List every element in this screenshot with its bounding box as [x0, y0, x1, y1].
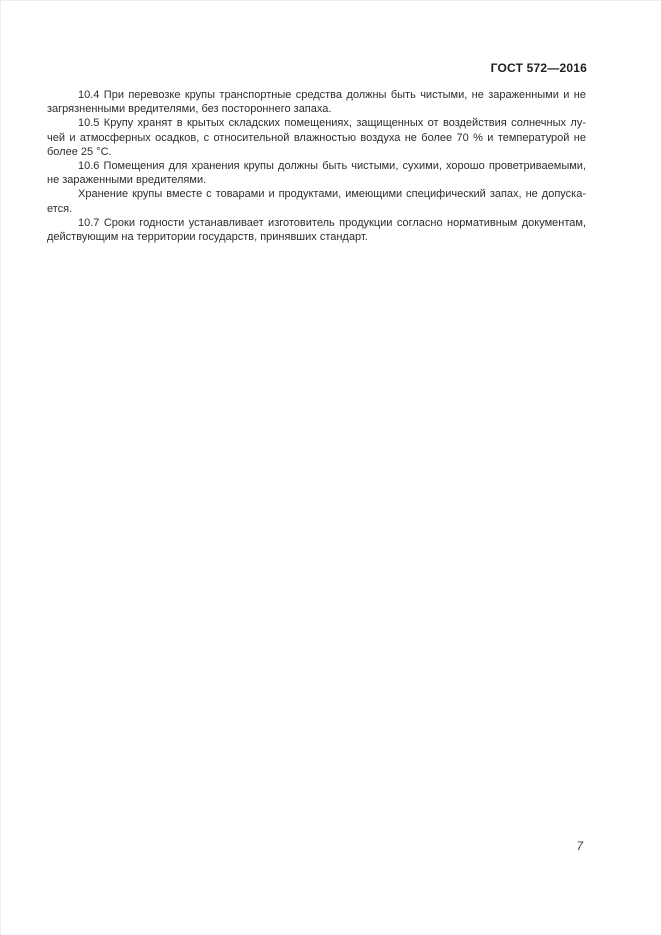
page-header	[47, 61, 587, 75]
text-line: 10.5 Крупу хранят в крытых складских помещениях, защищенных от воздействия солнечных лу-	[78, 117, 586, 130]
page-number: 7	[576, 841, 583, 853]
text-line: ется.	[47, 202, 73, 215]
page-footer	[47, 841, 583, 853]
standard-designation: ГОСТ 572—2016	[490, 61, 587, 75]
text-line: не зараженными вредителями.	[47, 174, 207, 187]
text-line: загрязненными вредителями, без постороннего запаха.	[47, 103, 332, 116]
text-line: более 25 °С.	[47, 145, 112, 158]
text-line: действующим на территории государств, принявших стандарт.	[47, 231, 368, 244]
document-body	[47, 88, 586, 244]
text-line: 10.4 При перевозке крупы транспортные средства должны быть чистыми, не зараженными и не	[78, 89, 586, 101]
text-line: 10.6 Помещения для хранения крупы должны быть чистыми, сухими, хорошо проветриваемыми,	[78, 160, 586, 173]
text-line: 10.7 Сроки годности устанавливает изготовитель продукции согласно нормативным документам,	[78, 216, 586, 229]
text-line: Хранение крупы вместе с товарами и продуктами, имеющими специфический запах, не допуска-	[78, 188, 586, 201]
text-line: чей и атмосферных осадков, с относительной влажностью воздуха не более 70 % и температурой не	[47, 131, 586, 144]
